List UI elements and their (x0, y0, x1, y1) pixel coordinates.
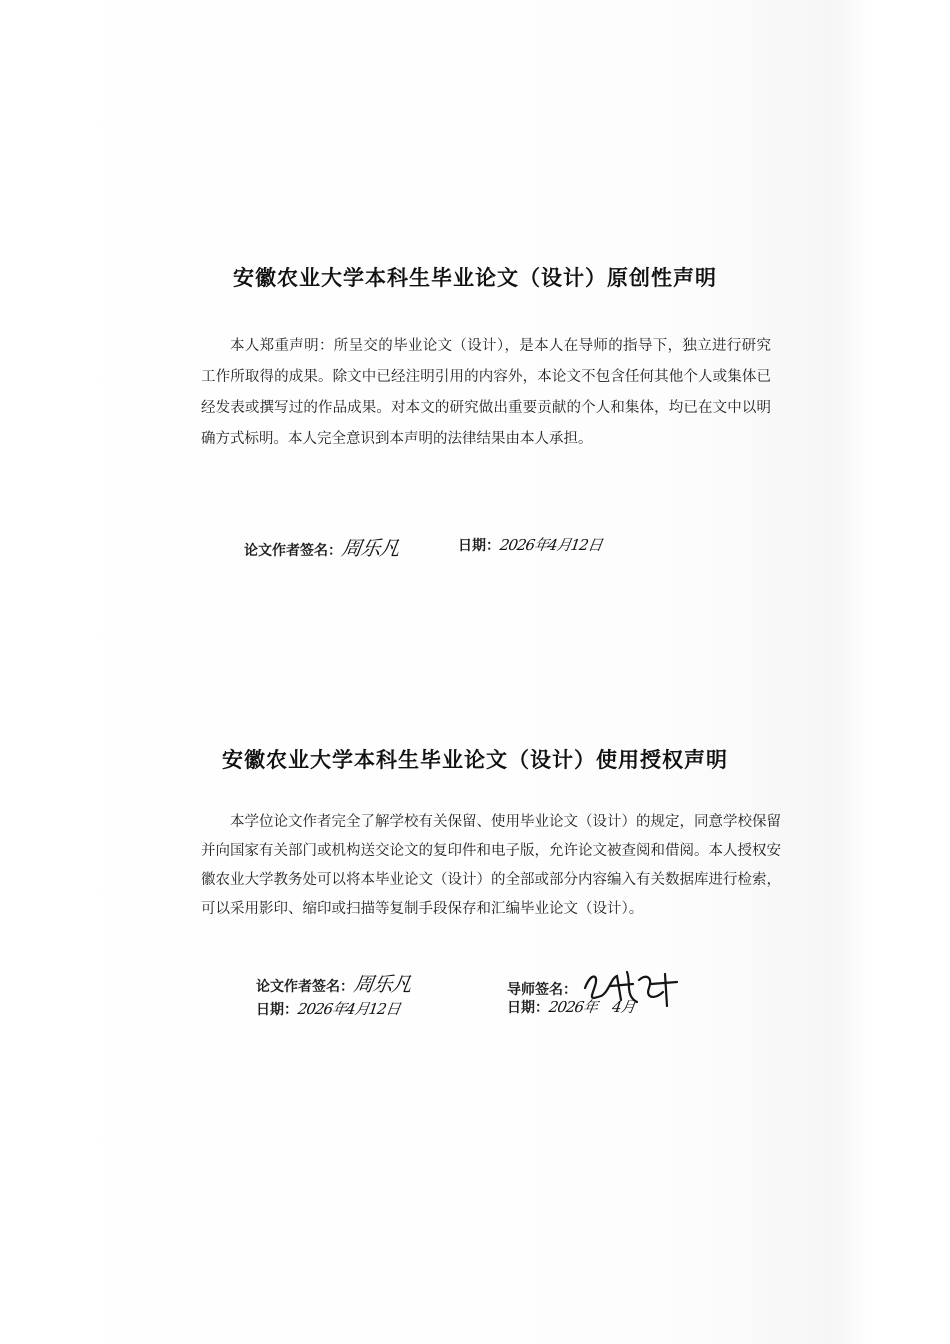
author-date-label: 日期： (256, 1002, 298, 1018)
author-signature-label: 论文作者签名： (256, 979, 354, 995)
originality-title: 安徽农业大学本科生毕业论文（设计）原创性声明 (233, 266, 717, 290)
date-value: 2026年4月12日 (498, 536, 604, 554)
advisor-date-value: 2026年 4月 (547, 998, 636, 1016)
authorization-advisor-date-row (507, 996, 635, 1017)
authorization-author-date-row (256, 998, 400, 1019)
author-signature: 周乐凡 (352, 972, 413, 996)
originality-author-signature-row (244, 532, 399, 561)
date-label: 日期： (458, 538, 500, 554)
authorization-title: 安徽农业大学本科生毕业论文（设计）使用授权声明 (222, 748, 728, 772)
author-signature: 周乐凡 (340, 536, 401, 560)
advisor-date-label: 日期： (507, 1000, 549, 1016)
author-date-value: 2026年4月12日 (296, 1000, 402, 1018)
originality-date-row (458, 534, 602, 555)
authorization-paragraph: 本学位论文作者完全了解学校有关保留、使用毕业论文（设计）的规定，同意学校保留并向国家有关部门或机构送交论文的复印件和电子版，允许论文被查阅和借阅。本人授权安徽农业大学教务处可以将本毕业论文（设计）的全部或部分内容编入有关数据库进行检索，可以采用影印、缩印或扫描等复制手段保存和汇编毕业论文（设计）。 (201, 814, 781, 917)
author-signature-label: 论文作者签名： (244, 543, 342, 559)
originality-paragraph: 本人郑重声明：所呈交的毕业论文（设计），是本人在导师的指导下，独立进行研究工作所取得的成果。除文中已经注明引用的内容外，本论文不包含任何其他个人或集体已经发表或撰写过的作品成果。对本文的研究做出重要贡献的个人和集体，均已在文中以明确方式标明。本人完全意识到本声明的法律结果由本人承担。 (201, 338, 771, 447)
advisor-signature-label: 导师签名： (507, 982, 577, 998)
authorization-author-signature-row (256, 968, 411, 997)
